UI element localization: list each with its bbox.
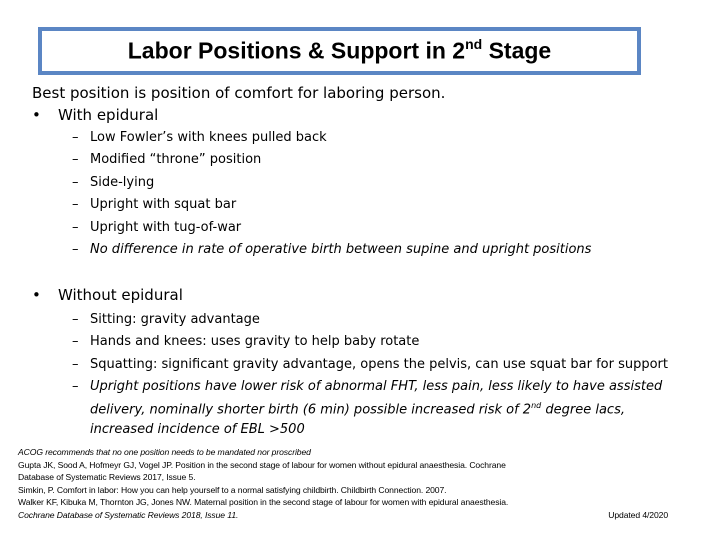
slide-title: Labor Positions & Support in 2nd Stage xyxy=(127,36,552,64)
intro-text: Best position is position of comfort for laboring person. xyxy=(32,84,446,102)
reference-line: Database of Systematic Reviews 2017, Issue 5. xyxy=(18,472,196,483)
section-heading-without-epidural: • Without epidural xyxy=(32,286,183,304)
list-item: – Upright positions have lower risk of abnormal FHT, less pain, less likely to have assisted delivery, nominally shorter birth (6 min) possible increased risk of 2nd degree lacs, increased incidence of EBL >500 xyxy=(72,379,663,437)
list-item: – Modified “throne” position xyxy=(72,152,262,168)
list-item: – Upright with tug-of-war xyxy=(72,219,242,235)
list-item: – No difference in rate of operative birth between supine and upright positions xyxy=(72,241,592,257)
list-item: – Side-lying xyxy=(72,174,155,190)
reference-line: Cochrane Database of Systematic Reviews 2018, Issue 11. xyxy=(18,509,239,520)
section-heading-with-epidural: • With epidural xyxy=(32,106,159,124)
reference-line: ACOG recommends that no one position needs to be mandated nor proscribed xyxy=(18,447,311,457)
with-epidural-list xyxy=(72,127,591,261)
slide-title-box xyxy=(38,27,641,75)
without-epidural-list xyxy=(72,309,690,439)
reference-last-row xyxy=(18,509,668,522)
references xyxy=(18,446,668,522)
reference-line: Gupta JK, Sood A, Hofmeyr GJ, Vogel JP. Position in the second stage of labour for women without epidural anaesthesia. Cochrane xyxy=(18,459,506,470)
reference-line: Simkin, P. Comfort in labor: How you can help yourself to a normal satisfying childbirth. Childbirth Connection. 2007. xyxy=(18,484,447,495)
reference-line: Walker KF, Kibuka M, Thornton JG, Jones NW. Maternal position in the second stage of labour for women with epidural anaesthesia. xyxy=(18,497,509,508)
list-item: – Hands and knees: uses gravity to help baby rotate xyxy=(72,334,420,350)
updated-date: Updated 4/2020 xyxy=(608,509,668,520)
list-item: – Squatting: significant gravity advantage, opens the pelvis, can use squat bar for support xyxy=(72,356,668,372)
list-item: – Sitting: gravity advantage xyxy=(72,312,260,327)
list-item: – Low Fowler’s with knees pulled back xyxy=(72,130,327,145)
list-item: – Upright with squat bar xyxy=(72,197,237,213)
